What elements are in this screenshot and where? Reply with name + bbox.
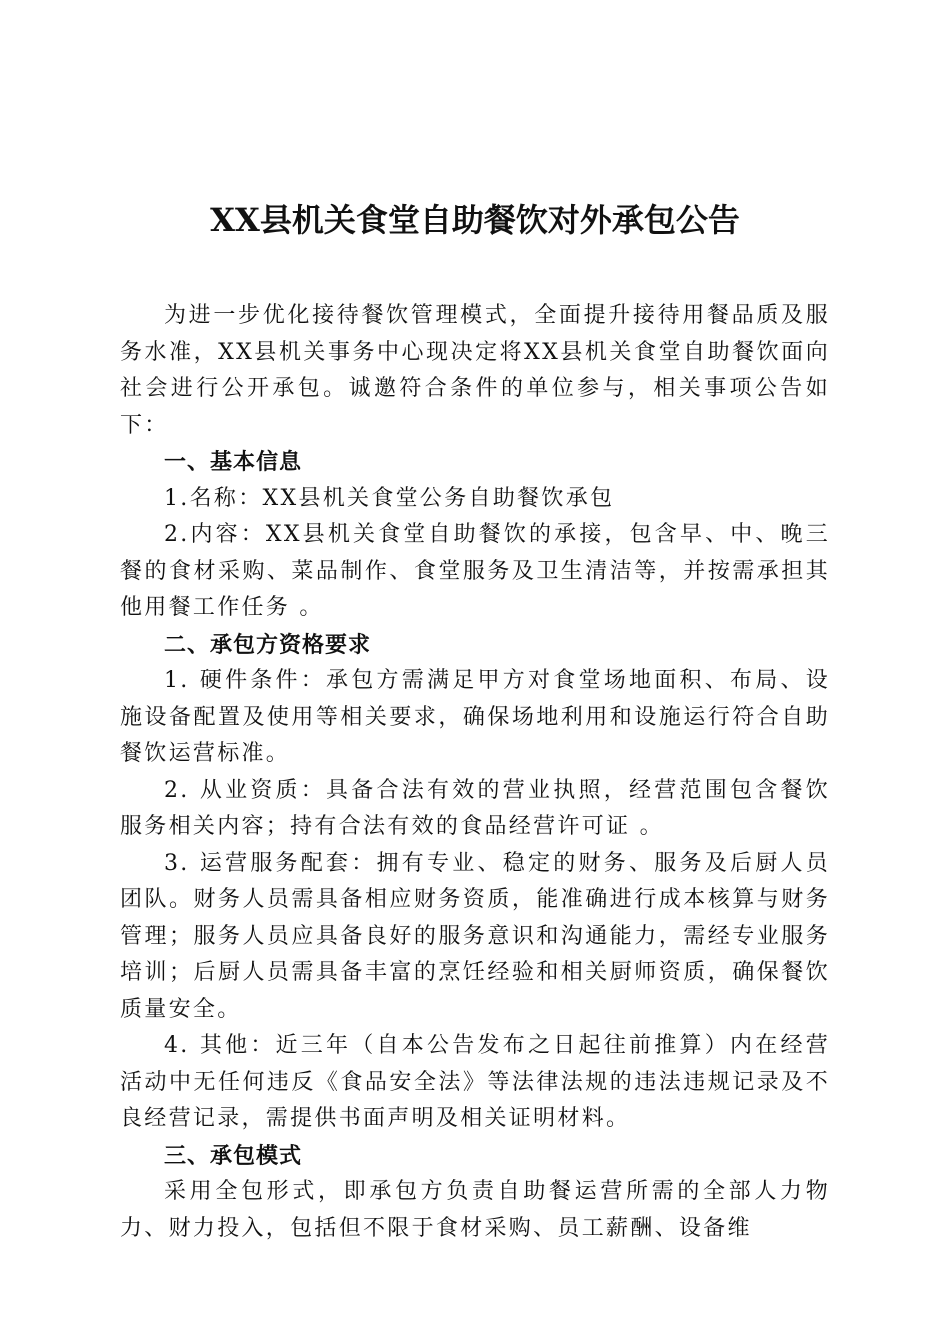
- section-heading: 二、承包方资格要求: [164, 631, 372, 658]
- document-page: [120, 190, 830, 1247]
- body-paragraph: 3. 运营服务配套：拥有专业、稳定的财务、服务及后厨人员团队。财务人员需具备相应财务资质，能准确进行成本核算与财务管理；服务人员应具备良好的服务意识和沟通能力，需经专业服务培训；后厨人员需具备丰富的烹饪经验和相关厨师资质，确保餐饮质量安全。: [120, 850, 830, 1022]
- section-heading: 一、基本信息: [164, 449, 303, 475]
- body-paragraph: 2. 从业资质：具备合法有效的营业执照，经营范围包含餐饮服务相关内容；持有合法有效的食品经营许可证 。: [120, 777, 830, 839]
- section-heading: 三、承包模式: [164, 1142, 303, 1169]
- document-body: [120, 298, 830, 1247]
- body-paragraph: 1.名称：XX县机关食堂公务自助餐饮承包: [164, 485, 615, 511]
- body-paragraph: 1. 硬件条件：承包方需满足甲方对食堂场地面积、布局、设施设备配置及使用等相关要求，确保场地利用和设施运行符合自助餐饮运营标准。: [120, 668, 830, 766]
- body-paragraph: 4. 其他：近三年（自本公告发布之日起往前推算）内在经营活动中无任何违反《食品安全法》等法律法规的违法违规记录及不良经营记录，需提供书面声明及相关证明材料。: [120, 1033, 830, 1131]
- document-title: XX县机关食堂自助餐饮对外承包公告: [210, 201, 740, 239]
- body-paragraph: 采用全包形式，即承包方负责自助餐运营所需的全部人力物力、财力投入，包括但不限于食材采购、员工薪酬、设备维: [120, 1179, 830, 1241]
- body-paragraph: 2.内容：XX县机关食堂自助餐饮的承接，包含早、中、晚三餐的食材采购、菜品制作、食堂服务及卫生清洁等，并按需承担其他用餐工作任务 。: [120, 522, 830, 620]
- body-paragraph: 为进一步优化接待餐饮管理模式，全面提升接待用餐品质及服务水准，XX县机关事务中心现决定将XX县机关食堂自助餐饮面向社会进行公开承包。诚邀符合条件的单位参与，相关事项公告如下：: [120, 303, 830, 438]
